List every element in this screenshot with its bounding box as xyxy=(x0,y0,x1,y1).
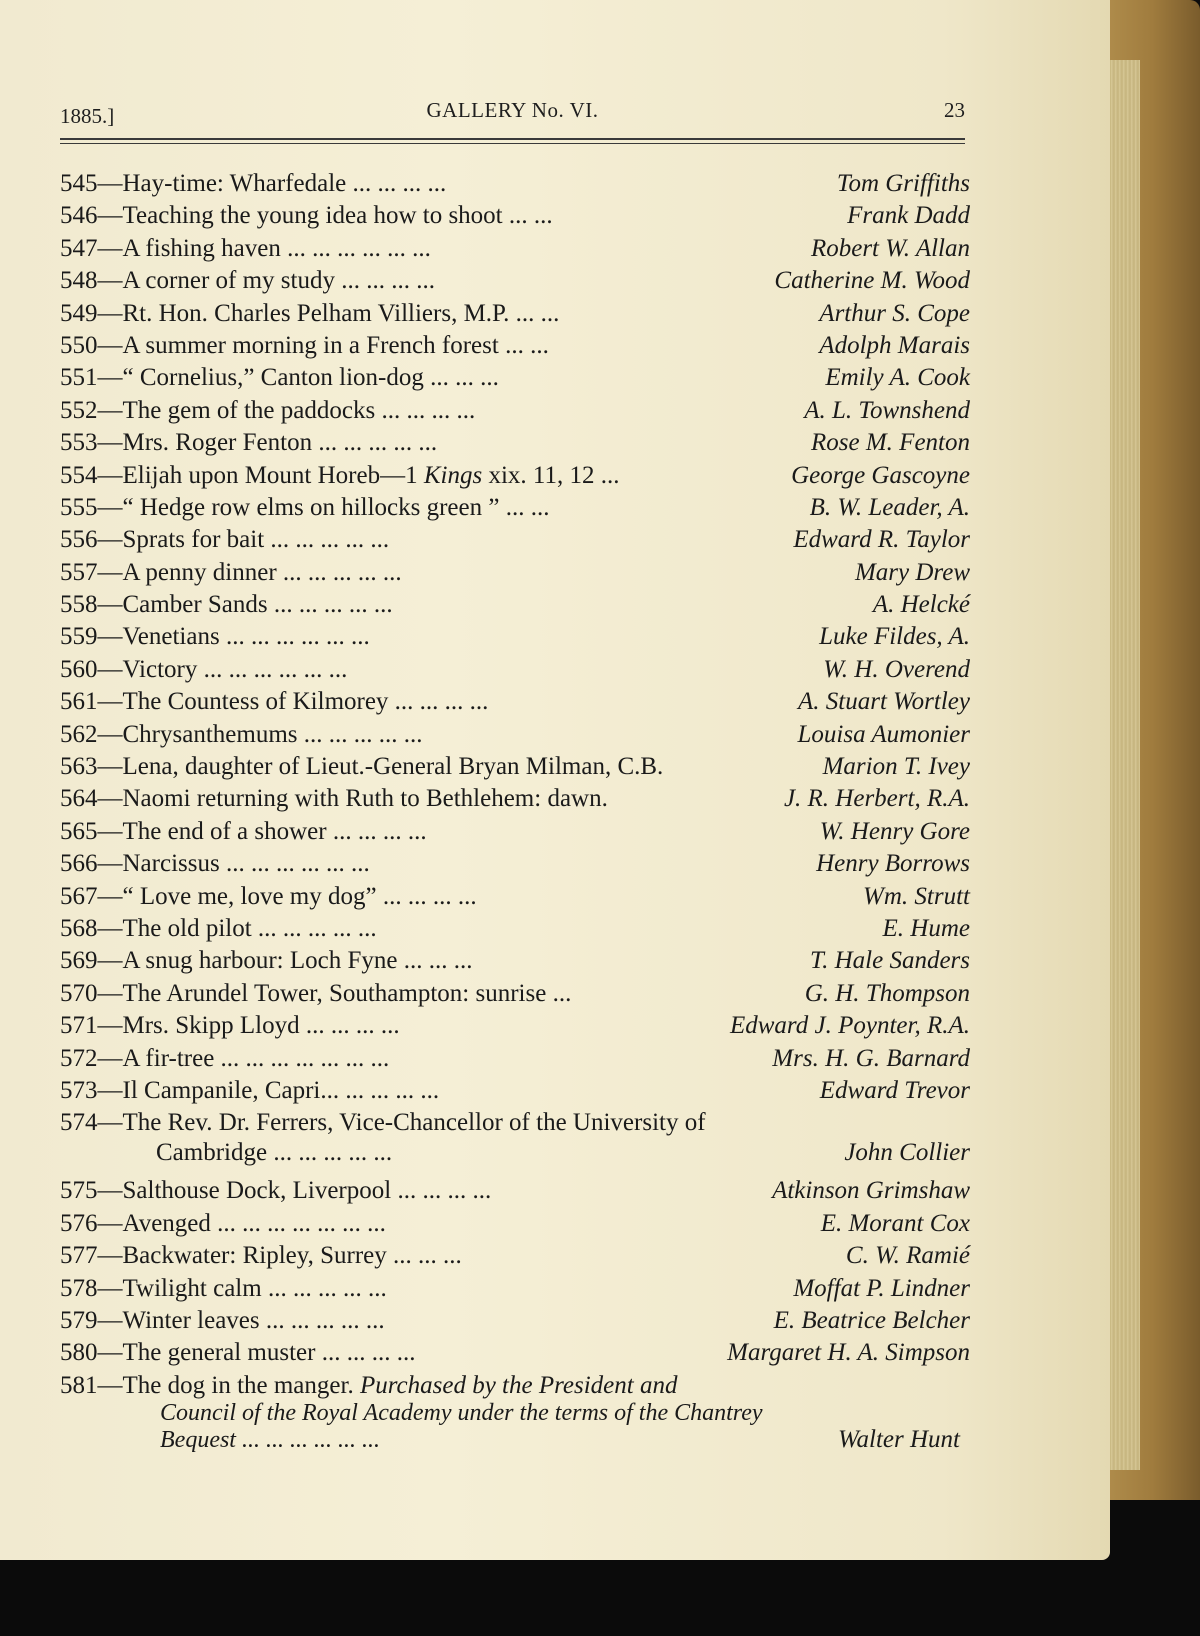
entry-title: 580—The general muster ... ... ... ... xyxy=(60,1339,416,1367)
entry-title: 571—Mrs. Skipp Lloyd ... ... ... ... xyxy=(60,1012,400,1040)
entry-title: 578—Twilight calm ... ... ... ... ... xyxy=(60,1274,387,1302)
entry-artist: Mrs. H. G. Barnard xyxy=(772,1044,970,1072)
entry-title-italic: Kings xyxy=(423,461,483,489)
catalogue-entry xyxy=(60,1305,970,1337)
entry-title: 558—Camber Sands ... ... ... ... ... xyxy=(60,591,393,619)
catalogue-entry xyxy=(60,1043,970,1075)
entry-title: 566—Narcissus ... ... ... ... ... ... xyxy=(60,850,370,878)
entry-title: 572—A fir-tree ... ... ... ... ... ... ... xyxy=(60,1044,390,1072)
entry-artist: B. W. Leader, A. xyxy=(809,493,970,521)
entry-artist: Robert W. Allan xyxy=(810,234,970,262)
entry-artist: Adolph Marais xyxy=(819,331,970,359)
entry-artist: W. H. Overend xyxy=(823,655,970,683)
catalogue-entry xyxy=(60,686,970,718)
entry-artist: Tom Griffiths xyxy=(836,170,970,197)
entry-title: 553—Mrs. Roger Fenton ... ... ... ... ... xyxy=(60,429,438,457)
entry-title: 548—A corner of my study ... ... ... ... xyxy=(60,267,435,295)
catalogue-entry xyxy=(60,816,970,848)
entry-artist: Walter Hunt xyxy=(838,1425,960,1453)
catalogue-entry-574 xyxy=(60,1107,970,1175)
header-rule xyxy=(60,138,965,140)
entry-title: 559—Venetians ... ... ... ... ... ... xyxy=(60,623,370,651)
catalogue-list xyxy=(60,168,970,1460)
entry-title: 563—Lena, daughter of Lieut.-General Bryan Milman, C.B. xyxy=(60,753,664,781)
entry-artist: Marion T. Ivey xyxy=(822,753,970,781)
entry-title: 576—Avenged ... ... ... ... ... ... ... xyxy=(60,1209,386,1237)
entry-artist: A. L. Townshend xyxy=(804,396,970,424)
catalogue-entry xyxy=(60,200,970,232)
entry-title: 551—“ Cornelius,” Canton lion-dog ... ... ... xyxy=(60,364,499,392)
entry-artist: Rose M. Fenton xyxy=(811,429,970,457)
entry-title: 569—A snug harbour: Loch Fyne ... ... ... xyxy=(60,947,473,975)
entry-title-post: xix. 11, 12 ... xyxy=(482,461,620,489)
header-title: GALLERY No. VI. xyxy=(426,98,599,122)
entry-title: 550—A summer morning in a French forest ... ... xyxy=(60,331,549,359)
catalogue-entry xyxy=(60,362,970,394)
entry-title: 552—The gem of the paddocks ... ... ... ... xyxy=(60,396,476,424)
catalogue-entry xyxy=(60,978,970,1010)
catalogue-entry xyxy=(60,621,970,653)
entry-title: 577—Backwater: Ripley, Surrey ... ... ... xyxy=(60,1242,462,1270)
catalogue-entry xyxy=(60,751,970,783)
entry-title: 570—The Arundel Tower, Southampton: sunrise ... xyxy=(60,979,572,1007)
entry-artist: Moffat P. Lindner xyxy=(793,1274,970,1302)
entry-artist: Frank Dadd xyxy=(847,202,970,230)
entry-title: 562—Chrysanthemums ... ... ... ... ... xyxy=(60,720,423,748)
chantrey-note-start: Purchased by the President and xyxy=(359,1371,678,1399)
catalogue-entry xyxy=(60,330,970,362)
entry-artist: Arthur S. Cope xyxy=(819,299,970,327)
entry-artist: Edward Trevor xyxy=(819,1076,970,1104)
catalogue-entry xyxy=(60,1273,970,1305)
entry-title: 555—“ Hedge row elms on hillocks green ” ... ... xyxy=(60,493,550,521)
catalogue-entry xyxy=(60,783,970,815)
entry-artist: Louisa Aumonier xyxy=(797,720,970,748)
entry-title: 546—Teaching the young idea how to shoot ... ... xyxy=(60,202,553,230)
entry-artist: C. W. Ramié xyxy=(845,1242,970,1270)
entry-title: 549—Rt. Hon. Charles Pelham Villiers, M.P. ... ... xyxy=(60,299,560,327)
catalogue-entry xyxy=(60,492,970,524)
entry-title: 564—Naomi returning with Ruth to Bethlehem: dawn. xyxy=(60,785,608,813)
catalogue-entry xyxy=(60,1208,970,1240)
entry-title: 567—“ Love me, love my dog” ... ... ... ... xyxy=(60,882,477,910)
catalogue-entry xyxy=(60,654,970,686)
entry-title: 575—Salthouse Dock, Liverpool ... ... ... ... xyxy=(60,1177,492,1205)
entry-artist: T. Hale Sanders xyxy=(810,947,970,975)
catalogue-entry xyxy=(60,395,970,427)
catalogue-entry xyxy=(60,265,970,297)
entry-artist: E. Hume xyxy=(882,914,970,942)
header-rule-thin xyxy=(60,143,965,144)
entry-title: 565—The end of a shower ... ... ... ... xyxy=(60,817,427,845)
catalogue-entry xyxy=(60,1010,970,1042)
header-year: 1885.] xyxy=(60,104,115,128)
catalogue-entry xyxy=(60,913,970,945)
entry-artist: Margaret H. A. Simpson xyxy=(727,1339,970,1367)
entry-artist: J. R. Herbert, R.A. xyxy=(783,785,970,813)
entry-title-pre: 581—The dog in the manger. xyxy=(60,1371,360,1399)
entry-title: 561—The Countess of Kilmorey ... ... ... ... xyxy=(60,688,489,716)
entry-artist: John Collier xyxy=(844,1139,970,1167)
chantrey-note-line3: Bequest ... ... ... ... ... ... xyxy=(160,1426,380,1453)
catalogue-entry xyxy=(60,1240,970,1272)
catalogue-entry xyxy=(60,460,970,492)
entry-artist: E. Beatrice Belcher xyxy=(773,1306,970,1334)
entry-title: 560—Victory ... ... ... ... ... ... xyxy=(60,655,348,683)
catalogue-entry xyxy=(60,298,970,330)
catalogue-entry xyxy=(60,1175,970,1207)
catalogue-entry xyxy=(60,427,970,459)
entry-title: 573—Il Campanile, Capri... ... ... ... ... xyxy=(60,1076,440,1104)
catalogue-entry xyxy=(60,589,970,621)
catalogue-entry xyxy=(60,557,970,589)
entry-artist: W. Henry Gore xyxy=(819,817,970,845)
catalogue-entry xyxy=(60,945,970,977)
entry-title-pre: 554—Elijah upon Mount Horeb—1 xyxy=(60,461,424,489)
catalogue-entry xyxy=(60,881,970,913)
entry-title: 547—A fishing haven ... ... ... ... ... ... xyxy=(60,234,431,262)
entry-artist: Mary Drew xyxy=(854,558,970,586)
running-header xyxy=(60,96,965,136)
chantrey-note-line2: Council of the Royal Academy under the terms of the Chantrey xyxy=(160,1399,763,1426)
entry-artist: E. Morant Cox xyxy=(820,1209,970,1237)
entry-artist: Henry Borrows xyxy=(816,850,970,878)
entry-artist: Edward J. Poynter, R.A. xyxy=(729,1012,970,1040)
catalogue-entry xyxy=(60,233,970,265)
catalogue-entry xyxy=(60,1337,970,1369)
entry-artist: Wm. Strutt xyxy=(863,882,970,910)
entry-artist: Catherine M. Wood xyxy=(774,267,970,295)
catalogue-entry-581 xyxy=(60,1370,970,1460)
entry-artist: A. Helcké xyxy=(872,591,970,619)
entry-title: 557—A penny dinner ... ... ... ... ... xyxy=(60,558,402,586)
entry-title-line1: 574—The Rev. Dr. Ferrers, Vice-Chancellor of the University of xyxy=(60,1109,706,1137)
entry-artist: George Gascoyne xyxy=(791,461,970,489)
catalogue-entry xyxy=(60,524,970,556)
entry-artist: A. Stuart Wortley xyxy=(798,688,970,716)
catalogue-entry xyxy=(60,1075,970,1107)
entry-title: 568—The old pilot ... ... ... ... ... xyxy=(60,914,377,942)
entry-artist: G. H. Thompson xyxy=(804,979,970,1007)
entry-title: 579—Winter leaves ... ... ... ... ... xyxy=(60,1306,385,1334)
catalogue-entry xyxy=(60,719,970,751)
page-number: 23 xyxy=(944,98,965,122)
catalogue-entry xyxy=(60,168,970,200)
entry-title: 545—Hay-time: Wharfedale ... ... ... ... xyxy=(60,170,447,197)
entry-artist: Atkinson Grimshaw xyxy=(772,1177,970,1205)
catalogue-entry xyxy=(60,848,970,880)
entry-artist: Edward R. Taylor xyxy=(793,526,970,554)
entry-title: 556—Sprats for bait ... ... ... ... ... xyxy=(60,526,390,554)
entry-artist: Luke Fildes, A. xyxy=(819,623,970,651)
entry-title-line2: Cambridge ... ... ... ... ... xyxy=(156,1139,393,1167)
entry-artist: Emily A. Cook xyxy=(825,364,970,392)
